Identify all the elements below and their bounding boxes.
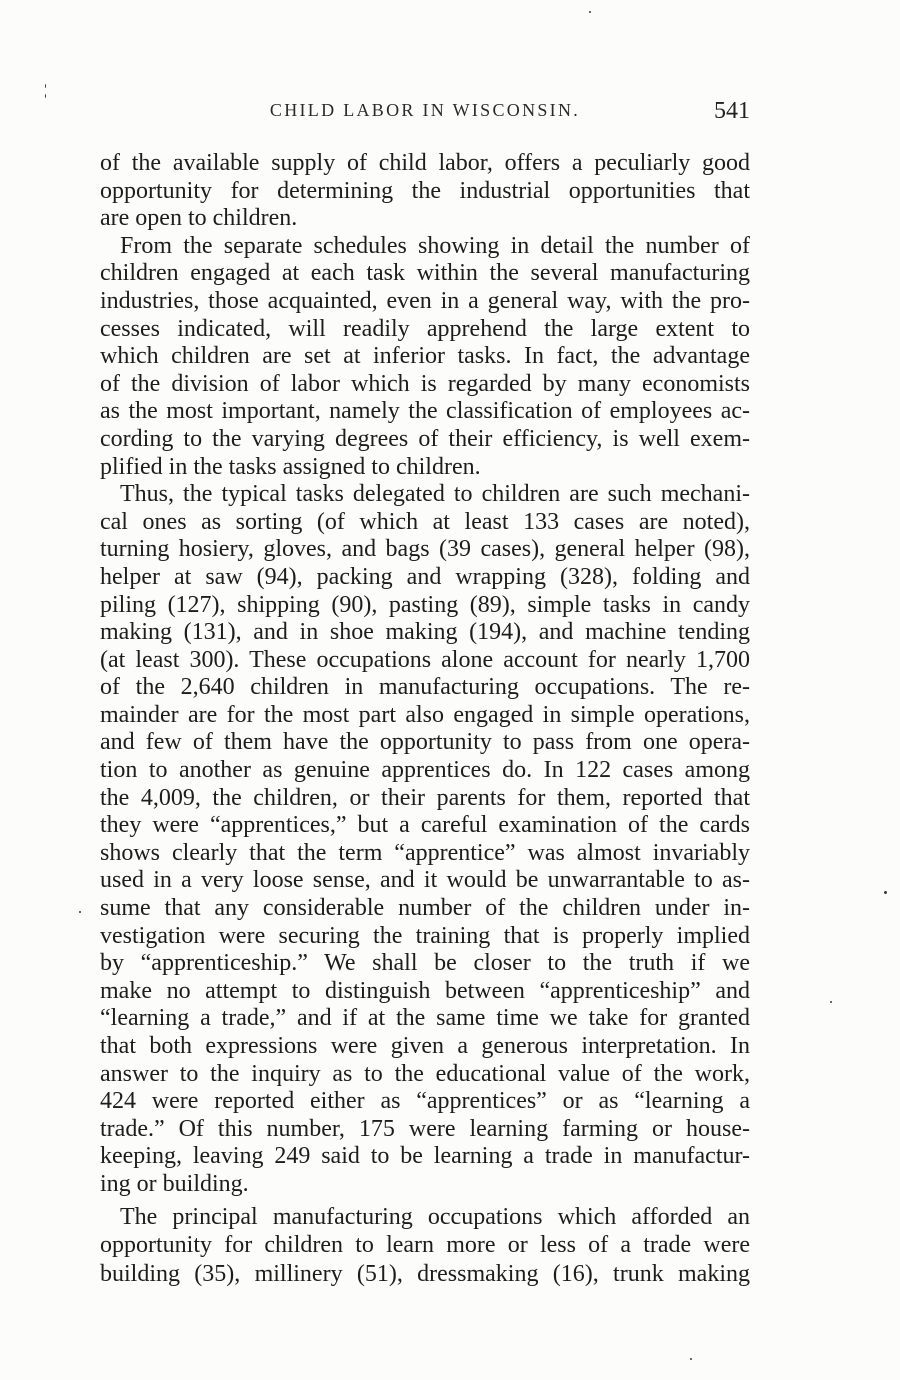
text-line: turning hosiery, gloves, and bags (39 cases), general helper (98), [100,536,750,563]
text-line: tion to another as genuine apprentices do. In 122 cases among [100,757,750,784]
text-line: make no attempt to distinguish between “apprenticeship” and [100,977,750,1004]
text-line: plified in the tasks assigned to children. [100,453,481,480]
text-line: cal ones as sorting (of which at least 133 cases are noted), [100,508,750,535]
text-line: that both expressions were given a generous interpretation. In [100,1033,750,1059]
text-line: mainder are for the most part also engaged in simple operations, [100,701,750,728]
scan-speck [45,84,46,88]
text-line: the 4,009, the children, or their parents for them, reported that [100,784,750,811]
text-line: used in a very loose sense, and it would be unwarrantable to as- [100,867,750,894]
page-number: 541 [714,98,750,124]
text-line: Thus, the typical tasks delegated to children are such mechani- [120,481,750,508]
text-line: industries, those acquainted, even in a general way, with the pro- [100,287,750,314]
text-line: keeping, leaving 249 said to be learning a trade in manufactur- [100,1143,750,1170]
text-line: and few of them have the opportunity to pass from one opera- [100,729,750,756]
text-line: cesses indicated, will readily apprehend the large extent to [100,315,750,342]
text-line: answer to the inquiry as to the educational value of the work, [100,1060,750,1087]
text-line: building (35), millinery (51), dressmaking (16), trunk making [100,1260,750,1287]
text-line: shows clearly that the term “apprentice” was almost invariably [100,839,750,866]
text-line: are open to children. [100,205,298,232]
paragraph-continued [100,150,750,233]
scan-speck [884,891,887,894]
text-line: as the most important, namely the classification of employees ac- [100,398,750,425]
scan-speck [830,1001,832,1003]
text-line: The principal manufacturing occupations which afforded an [120,1203,750,1230]
text-line: “learning a trade,” and if at the same time we take for granted [100,1005,750,1032]
text-line: cording to the varying degrees of their efficiency, is well exem- [100,425,750,452]
paragraph [100,1203,750,1289]
text-line: vestigation were securing the training that is properly implied [100,922,750,949]
text-line: of the division of labor which is regarded by many economists [100,370,750,397]
text-line: children engaged at each task within the several manufacturing [100,260,750,287]
paragraph [100,233,750,481]
scan-speck [589,11,591,13]
text-line: (at least 300). These occupations alone account for nearly 1,700 [100,646,750,673]
text-line: making (131), and in shoe making (194), and machine tending [100,619,750,646]
text-line: opportunity for children to learn more or less of a trade were [100,1232,750,1259]
text-line: 424 were reported either as “apprentices” or as “learning a [100,1088,750,1115]
text-line: by “apprenticeship.” We shall be closer to the truth if we [100,950,750,977]
text-line: opportunity for determining the industrial opportunities that [100,177,750,204]
text-line: helper at saw (94), packing and wrapping (328), folding and [100,563,750,590]
text-line: of the available supply of child labor, offers a peculiarly good [100,150,750,176]
text-line: of the 2,640 children in manufacturing occupations. The re- [100,674,750,701]
running-head: CHILD LABOR IN WISCONSIN. [269,100,581,120]
text-line: ing or building. [100,1170,249,1197]
text-line: they were “apprentices,” but a careful examination of the cards [100,812,750,839]
text-line: trade.” Of this number, 175 were learning farming or house- [100,1115,750,1142]
text-line: which children are set at inferior tasks. In fact, the advantage [100,343,750,370]
text-block [100,150,750,1288]
text-line: From the separate schedules showing in detail the number of [120,232,750,259]
scan-speck [79,911,81,913]
text-line: piling (127), shipping (90), pasting (89), simple tasks in candy [100,591,750,618]
text-line: sume that any considerable number of the children under in- [100,895,750,922]
scan-speck [45,94,46,98]
paragraph [100,481,750,1198]
scan-speck [690,1358,692,1360]
